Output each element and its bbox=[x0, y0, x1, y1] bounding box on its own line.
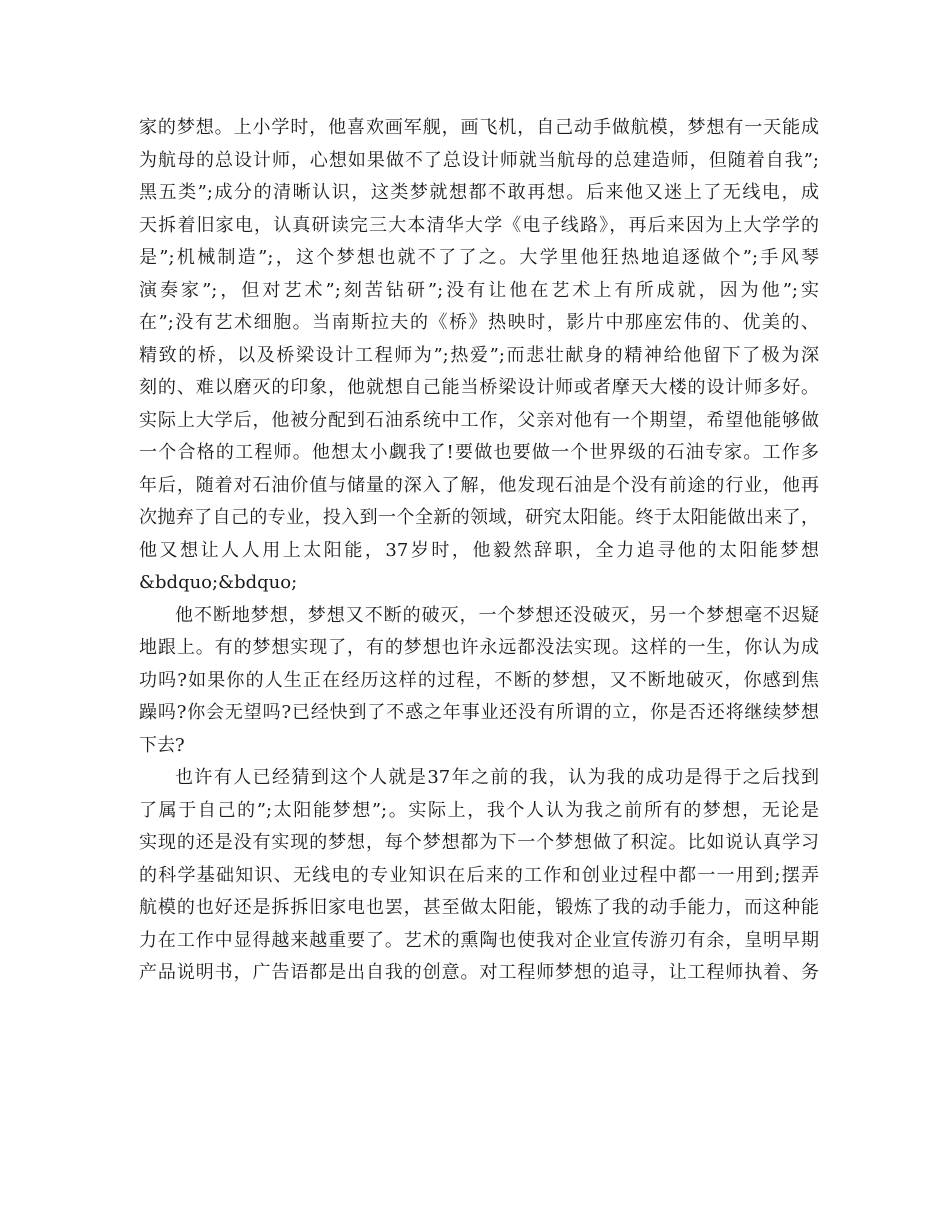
text-line-6: 演奏家”;，但对艺术”;刻苦钻研”;没有让他在艺术上有所成就，因为他”;实 bbox=[139, 279, 819, 301]
text-line-24: 的科学基础知识、无线电的专业知识在后来的工作和创业过程中都一一用到;摆弄 bbox=[139, 864, 819, 886]
text-line-22: 了属于自己的”;太阳能梦想”;。实际上，我个人认为我之前所有的梦想，无论是 bbox=[139, 799, 819, 821]
text-line-12: 年后，随着对石油价值与储量的深入了解，他发现石油是个没有前途的行业，他再 bbox=[139, 474, 819, 496]
text-line-25: 航模的也好还是拆拆旧家电也罢，甚至做太阳能，锻炼了我的动手能力，而这种能 bbox=[139, 897, 819, 918]
document-body bbox=[139, 112, 819, 990]
text-line-13: 次抛弃了自己的专业，投入到一个全新的领域，研究太阳能。终于太阳能做出来了， bbox=[139, 507, 819, 528]
text-line-27: 产品说明书，广告语都是出自我的创意。对工程师梦想的追寻，让工程师执着、务 bbox=[139, 962, 819, 983]
text-line-16: 他不断地梦想，梦想又不断的破灭，一个梦想还没破灭，另一个梦想毫不迟疑 bbox=[175, 604, 819, 626]
text-line-11: 一个合格的工程师。他想太小觑我了!要做也要做一个世界级的石油专家。工作多 bbox=[139, 442, 819, 463]
text-line-4: 天拆着旧家电，认真研读完三大本清华大学《电子线路》，再后来因为上大学学的 bbox=[139, 214, 819, 236]
text-line-21: 也许有人已经猜到这个人就是37年之前的我，认为我的成功是得于之后找到 bbox=[175, 767, 819, 788]
text-line-20: 下去? bbox=[139, 734, 185, 756]
text-line-23: 实现的还是没有实现的梦想，每个梦想都为下一个梦想做了积淀。比如说认真学习 bbox=[139, 832, 819, 853]
text-line-7: 在”;没有艺术细胞。当南斯拉夫的《桥》热映时，影片中那座宏伟的、优美的、 bbox=[139, 312, 819, 333]
text-line-17: 地跟上。有的梦想实现了，有的梦想也许永远都没法实现。这样的一生，你认为成 bbox=[139, 637, 819, 658]
text-line-15: &bdquo;&bdquo; bbox=[139, 572, 298, 593]
text-line-18: 功吗?如果你的人生正在经历这样的过程，不断的梦想，又不断地破灭，你感到焦 bbox=[139, 669, 819, 691]
text-line-10: 实际上大学后，他被分配到石油系统中工作，父亲对他有一个期望，希望他能够做 bbox=[139, 409, 819, 431]
text-line-2: 为航母的总设计师，心想如果做不了总设计师就当航母的总建造师，但随着自我”; bbox=[139, 149, 819, 171]
text-line-19: 躁吗?你会无望吗?已经快到了不惑之年事业还没有所谓的立，你是否还将继续梦想 bbox=[139, 702, 819, 723]
text-line-9: 刻的、难以磨灭的印象，他就想自己能当桥梁设计师或者摩天大楼的设计师多好。 bbox=[139, 377, 819, 398]
text-line-5: 是”;机械制造”;，这个梦想也就不了了之。大学里他狂热地追逐做个”;手风琴 bbox=[139, 247, 819, 268]
text-line-26: 力在工作中显得越来越重要了。艺术的熏陶也使我对企业宣传游刃有余，皇明早期 bbox=[139, 929, 819, 951]
text-line-1: 家的梦想。上小学时，他喜欢画军舰，画飞机，自己动手做航模，梦想有一天能成 bbox=[139, 117, 819, 138]
text-line-8: 精致的桥，以及桥梁设计工程师为”;热爱”;而悲壮献身的精神给他留下了极为深 bbox=[139, 344, 819, 366]
text-line-14: 他又想让人人用上太阳能，37岁时，他毅然辞职，全力追寻他的太阳能梦想 bbox=[139, 539, 819, 561]
text-line-3: 黑五类”;成分的清晰认识，这类梦就想都不敢再想。后来他又迷上了无线电，成 bbox=[139, 182, 819, 203]
